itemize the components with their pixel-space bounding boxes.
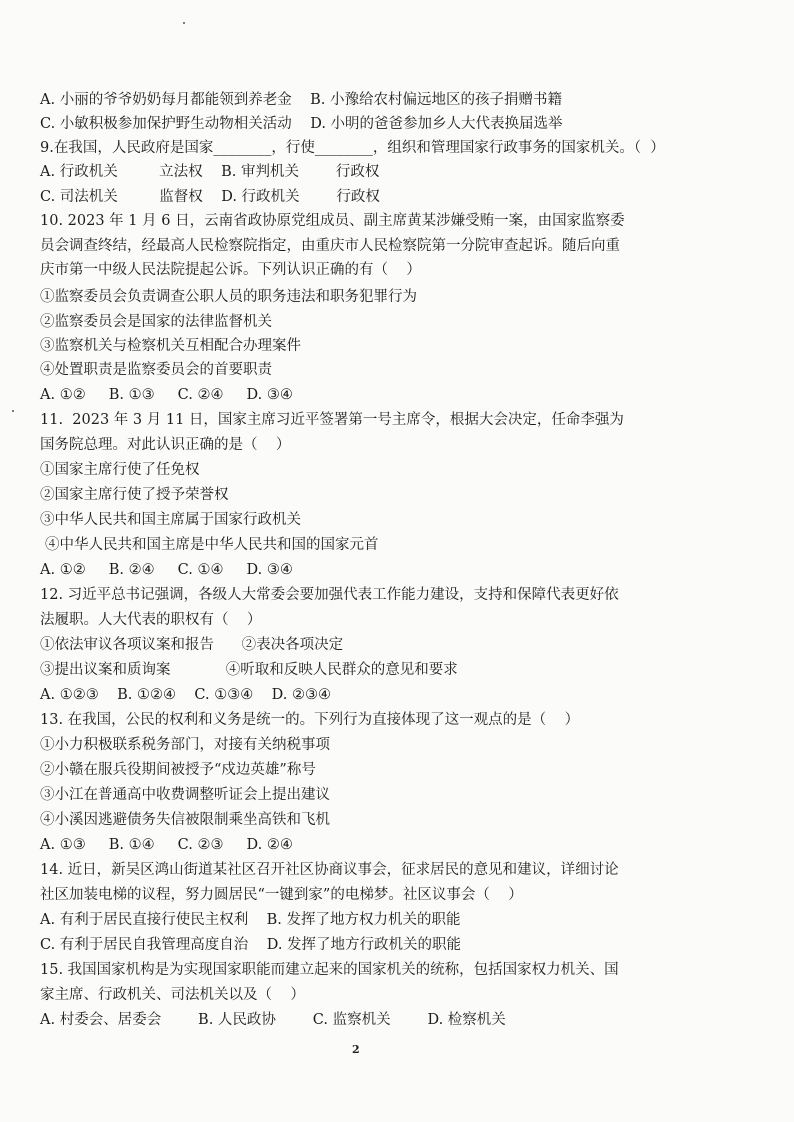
- q11-statement-2: ②国家主席行使了授予荣誉权: [40, 487, 229, 503]
- scan-speck: [12, 410, 14, 412]
- q11-options: A. ①② B. ②④ C. ①④ D. ③④: [40, 562, 293, 578]
- q13-statement-3: ③小江在普通高中收费调整听证会上提出建议: [40, 787, 330, 803]
- q10-options: A. ①② B. ①③ C. ②④ D. ③④: [40, 387, 293, 403]
- q9-stem: 9.在我国，人民政府是国家________，行使________，组织和管理国家行政事务的国家机关。（ ）: [40, 140, 665, 156]
- q11-statement-1: ①国家主席行使了任免权: [40, 462, 200, 478]
- q10-statement-4: ④处置职责是监察委员会的首要职责: [40, 362, 272, 378]
- q12-stem-line1: 12. 习近平总书记强调，各级人大常委会要加强代表工作能力建设，支持和保障代表更好依: [40, 587, 619, 603]
- q12-options: A. ①②③ B. ①②④ C. ①③④ D. ②③④: [40, 687, 331, 703]
- q8-option-ab: A. 小丽的爷爷奶奶每月都能领到养老金 B. 小豫给农村偏远地区的孩子捐赠书籍: [40, 92, 562, 108]
- q11-stem-line2: 国务院总理。对此认识正确的是（ ）: [40, 437, 291, 453]
- q15-stem-line2: 家主席、行政机关、司法机关以及（ ）: [40, 987, 305, 1003]
- q13-statement-2: ②小赣在服兵役期间被授予“戍边英雄”称号: [40, 762, 316, 778]
- q15-stem-line1: 15. 我国国家机构是为实现国家职能而建立起来的国家机关的统称，包括国家权力机关、国: [40, 962, 619, 978]
- q12-statements-34: ③提出议案和质询案 ④听取和反映人民群众的意见和要求: [40, 662, 458, 678]
- q15-options: A. 村委会、居委会 B. 人民政协 C. 监察机关 D. 检察机关: [40, 1012, 506, 1028]
- q8-option-cd: C. 小敏积极参加保护野生动物相关活动 D. 小明的爸爸参加乡人大代表换届选举: [40, 116, 563, 132]
- page-number: 2: [352, 1043, 360, 1056]
- scan-speck: [183, 22, 185, 24]
- q14-stem-line1: 14. 近日，新吴区鸿山街道某社区召开社区协商议事会，征求居民的意见和建议，详细讨论: [40, 862, 619, 878]
- q10-stem-line2: 员会调查终结，经最高人民检察院指定，由重庆市人民检察院第一分院审查起诉。随后向重: [40, 238, 620, 254]
- q11-statement-4: ④中华人民共和国主席是中华人民共和国的国家元首: [45, 537, 379, 553]
- q10-statement-1: ①监察委员会负责调查公职人员的职务违法和职务犯罪行为: [40, 289, 417, 305]
- q10-statement-3: ③监察机关与检察机关互相配合办理案件: [40, 338, 301, 354]
- q14-option-ab: A. 有利于居民直接行使民主权利 B. 发挥了地方权力机关的职能: [40, 912, 461, 928]
- q12-stem-line2: 法履职。人大代表的职权有（ ）: [40, 612, 262, 628]
- q10-stem-line1: 10. 2023 年 1 月 6 日，云南省政协原党组成员、副主席黄某涉嫌受贿一案，由国家监察委: [40, 213, 625, 229]
- q11-stem-line1: 11. 2023 年 3 月 11 日，国家主席习近平签署第一号主席令，根据大会决定，任命李强为: [40, 412, 624, 428]
- q13-stem: 13. 在我国，公民的权利和义务是统一的。下列行为直接体现了这一观点的是（ ）: [40, 712, 580, 728]
- q10-stem-line3: 庆市第一中级人民法院提起公诉。下列认识正确的有（ ）: [40, 262, 421, 278]
- q13-options: A. ①③ B. ①④ C. ②③ D. ②④: [40, 837, 293, 853]
- q13-statement-1: ①小力积极联系税务部门，对接有关纳税事项: [40, 737, 330, 753]
- q14-stem-line2: 社区加装电梯的议程，努力圆居民“一键到家”的电梯梦。社区议事会（ ）: [40, 887, 523, 903]
- q9-option-cd: C. 司法机关 监督权 D. 行政机关 行政权: [40, 189, 380, 205]
- q9-option-ab: A. 行政机关 立法权 B. 审判机关 行政权: [40, 164, 380, 180]
- q12-statements-12: ①依法审议各项议案和报告 ②表决各项决定: [40, 637, 344, 653]
- q10-statement-2: ②监察委员会是国家的法律监督机关: [40, 314, 272, 330]
- q14-option-cd: C. 有利于居民自我管理高度自治 D. 发挥了地方行政机关的职能: [40, 937, 462, 953]
- q11-statement-3: ③中华人民共和国主席属于国家行政机关: [40, 512, 301, 528]
- q13-statement-4: ④小溪因逃避债务失信被限制乘坐高铁和飞机: [40, 812, 330, 828]
